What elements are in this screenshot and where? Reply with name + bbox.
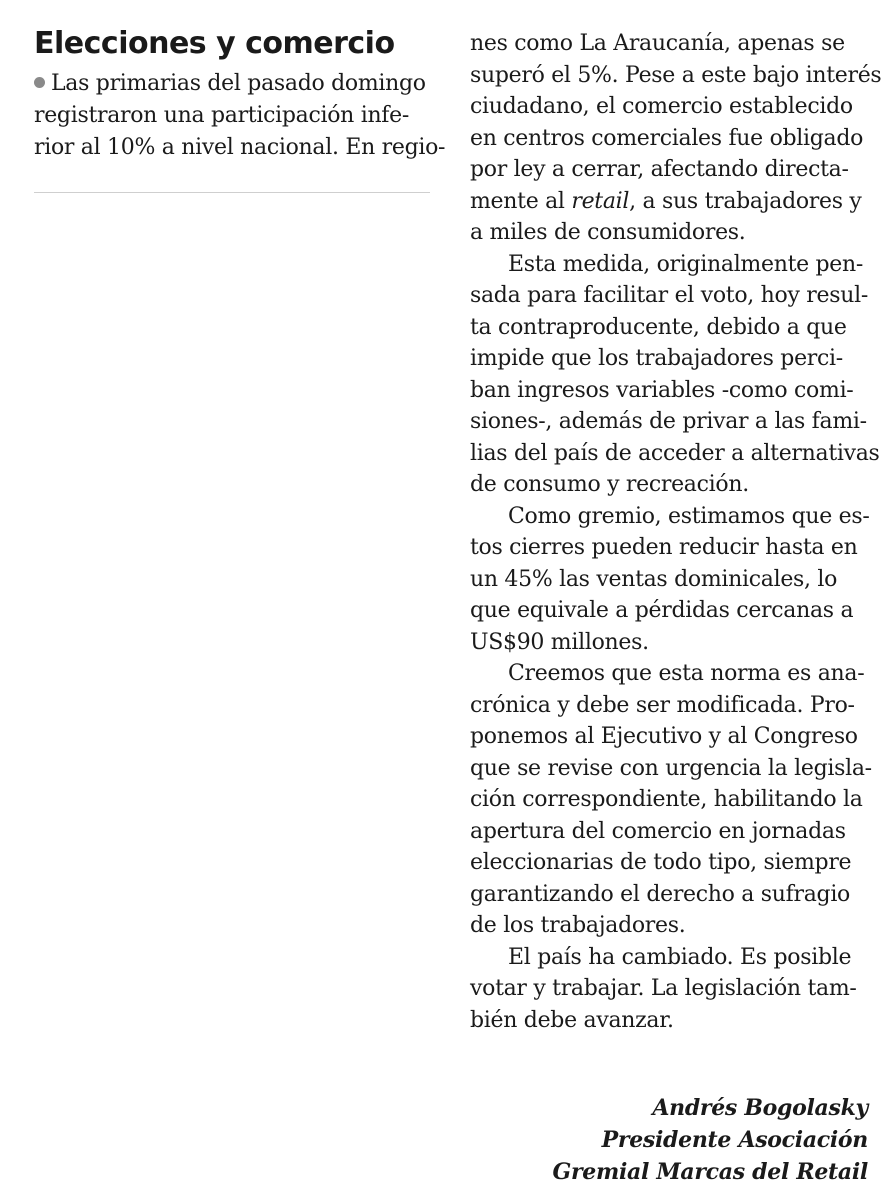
bullet-icon — [34, 77, 45, 88]
body-line: Como gremio, estimamos que es- — [508, 503, 870, 529]
body-line: ban ingresos variables -como comi- — [470, 377, 854, 403]
body-line: Esta medida, originalmente pen- — [508, 251, 864, 277]
body-line: ciudadano, el comercio establecido — [470, 94, 853, 119]
body-line: tos cierres pueden reducir hasta en — [470, 535, 858, 560]
body-line: registraron una participación infe- — [34, 103, 410, 128]
signature-organization: Gremial Marcas del Retail — [552, 1159, 868, 1185]
body-line: ta contraproducente, debido a que — [470, 314, 847, 340]
body-line: Creemos que esta norma es ana- — [508, 661, 865, 686]
column-divider — [34, 192, 430, 193]
signature-name: Andrés Bogolasky — [652, 1095, 868, 1121]
body-line: ción correspondiente, habilitando la — [470, 787, 863, 812]
body-line: en centros comerciales fue obligado — [470, 125, 864, 151]
body-line: mente al retail, a sus trabajadores y — [470, 188, 862, 214]
body-line: de los trabajadores. — [470, 913, 686, 938]
body-line: por ley a cerrar, afectando directa- — [470, 157, 849, 182]
body-line: a miles de consumidores. — [470, 220, 746, 245]
body-line: nes como La Araucanía, apenas se — [470, 31, 845, 56]
body-line: de consumo y recreación. — [470, 472, 749, 497]
body-line: que se revise con urgencia la legisla- — [470, 755, 872, 781]
body-line: eleccionarias de todo tipo, siempre — [470, 850, 852, 875]
body-line: votar y trabajar. La legislación tam- — [470, 976, 857, 1001]
body-line: garantizando el derecho a sufragio — [470, 881, 850, 907]
body-line: ponemos al Ejecutivo y al Congreso — [470, 724, 858, 749]
body-line: siones-, además de privar a las fami- — [470, 409, 867, 434]
body-line: bién debe avanzar. — [470, 1007, 674, 1033]
body-line: impide que los trabajadores perci- — [470, 346, 843, 371]
body-line: Las primarias del pasado domingo — [34, 68, 426, 100]
body-line: US$90 millones. — [470, 629, 649, 655]
body-line: sada para facilitar el voto, hoy resul- — [470, 283, 868, 308]
body-line: crónica y debe ser modificada. Pro- — [470, 692, 855, 718]
body-line: rior al 10% a nivel nacional. En regio- — [34, 135, 446, 160]
body-line: que equivale a pérdidas cercanas a — [470, 598, 854, 623]
article-headline: Elecciones y comercio — [34, 26, 395, 61]
body-line: superó el 5%. Pese a este bajo interés — [470, 62, 882, 88]
body-line: El país ha cambiado. Es posible — [508, 944, 852, 970]
signature-title: Presidente Asociación — [601, 1127, 868, 1153]
body-line: un 45% las ventas dominicales, lo — [470, 566, 838, 592]
body-line: apertura del comercio en jornadas — [470, 818, 846, 844]
body-line: lias del país de acceder a alternativas — [470, 440, 880, 466]
